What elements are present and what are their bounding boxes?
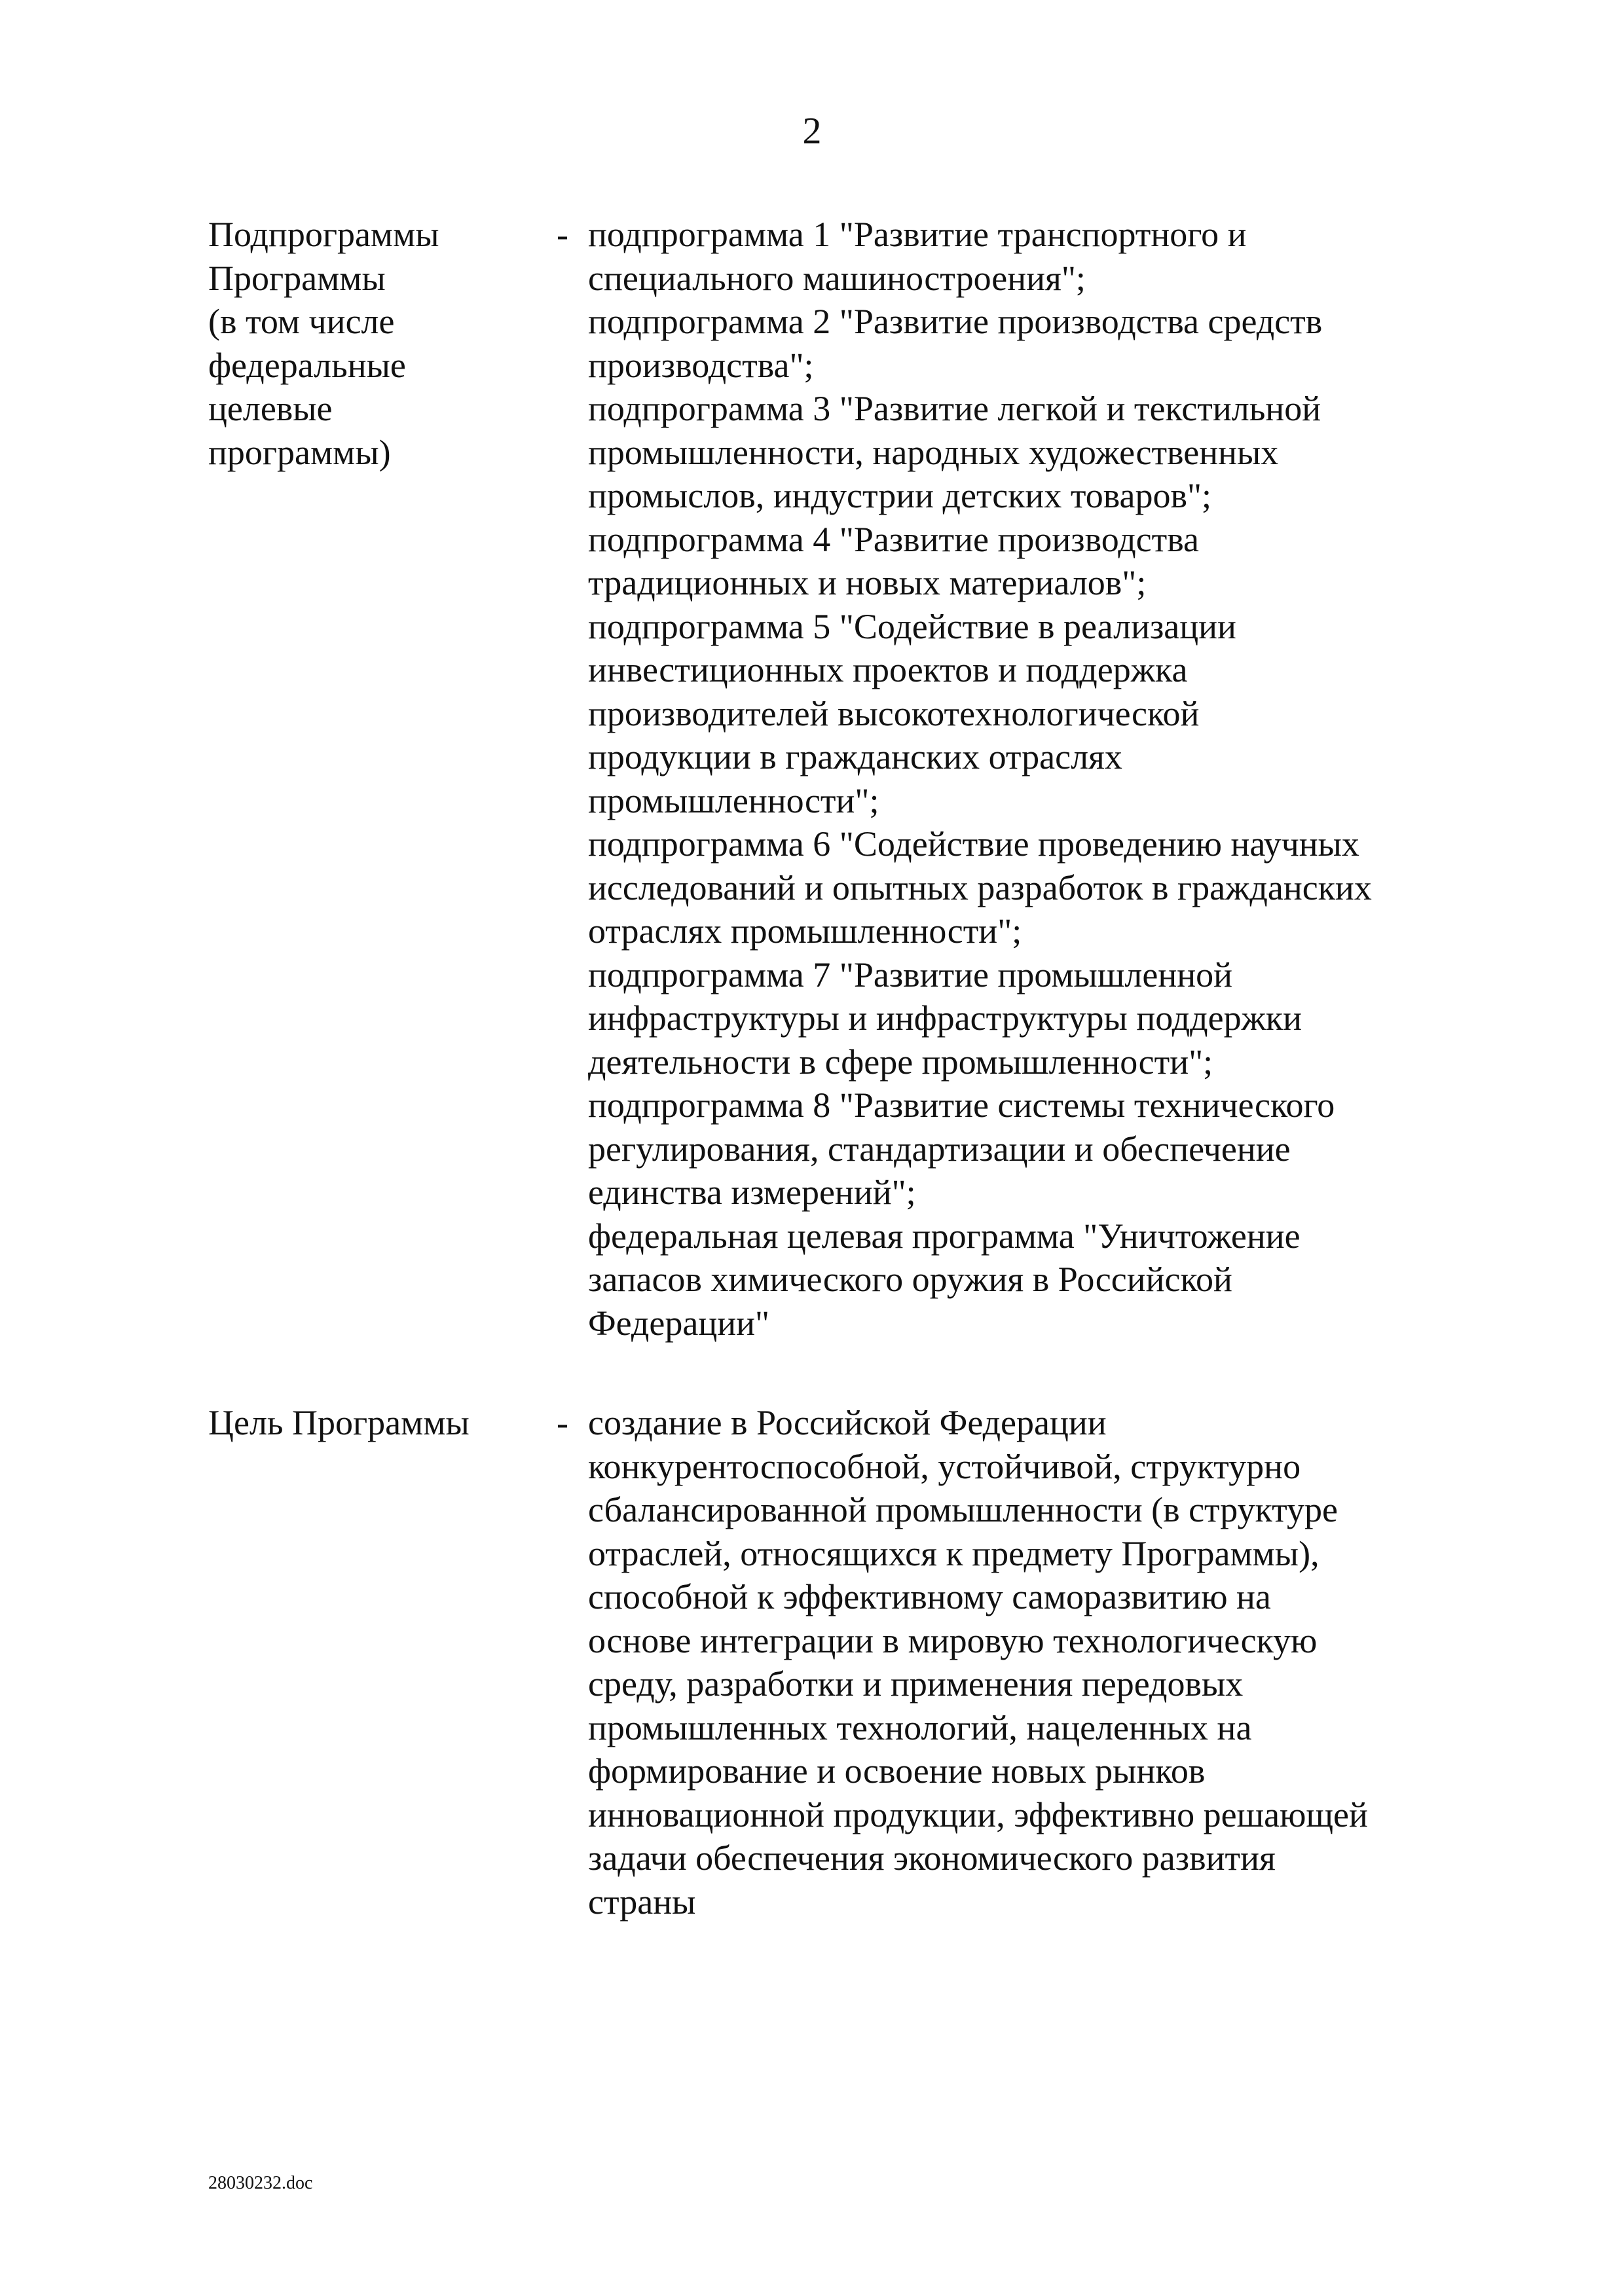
subprograms-content-line: подпрограмма 7 "Развитие промышленной xyxy=(588,955,1233,994)
subprograms-content-line: промыслов, индустрии детских товаров"; xyxy=(588,476,1212,515)
subprograms-content-line: подпрограмма 8 "Развитие системы технического xyxy=(588,1085,1335,1125)
goal-content-line: задачи обеспечения экономического развития xyxy=(588,1838,1276,1878)
subprograms-content-line: подпрограмма 3 "Развитие легкой и текстильной xyxy=(588,389,1321,428)
subprograms-label-line: целевые xyxy=(208,389,333,428)
subprograms-label-line: федеральные xyxy=(208,345,406,385)
subprograms-content-line: Федерации" xyxy=(588,1303,770,1343)
goal-content-line: способной к эффективному саморазвитию на xyxy=(588,1577,1271,1616)
subprograms-content-line: запасов химического оружия в Российской xyxy=(588,1260,1232,1299)
goal-content-line: создание в Российской Федерации xyxy=(588,1403,1107,1442)
page-number: 2 xyxy=(802,109,822,152)
subprograms-content-line: подпрограмма 1 "Развитие транспортного и xyxy=(588,215,1247,254)
subprograms-content-line: подпрограмма 2 "Развитие производства средств xyxy=(588,302,1323,341)
subprograms-content xyxy=(588,213,1485,1345)
subprograms-content-line: инфраструктуры и инфраструктуры поддержки xyxy=(588,998,1302,1038)
goal-content-line: страны xyxy=(588,1882,696,1922)
subprograms-content-line: регулирования, стандартизации и обеспечение xyxy=(588,1129,1291,1169)
subprograms-content-line: федеральная целевая программа "Уничтожение xyxy=(588,1216,1301,1256)
goal-label xyxy=(208,1401,549,1445)
goal-label-line: Цель Программы xyxy=(208,1403,470,1442)
goal-content-line: сбалансированной промышленности (в структуре xyxy=(588,1490,1338,1529)
subprograms-content-line: подпрограмма 5 "Содействие в реализации xyxy=(588,606,1236,646)
subprograms-content-line: продукции в гражданских отраслях xyxy=(588,737,1122,776)
subprograms-content-line: специального машиностроения"; xyxy=(588,258,1086,298)
goal-content-line: отраслей, относящихся к предмету Программы), xyxy=(588,1533,1320,1573)
subprograms-content-line: производства"; xyxy=(588,345,814,385)
subprograms-label-line: программы) xyxy=(208,432,391,472)
goal-content-line: среду, разработки и применения передовых xyxy=(588,1664,1244,1704)
goal-content-line: инновационной продукции, эффективно решающей xyxy=(588,1795,1368,1834)
subprograms-label xyxy=(208,213,549,474)
subprograms-content-line: подпрограмма 6 "Содействие проведению научных xyxy=(588,824,1359,864)
subprograms-content-line: подпрограмма 4 "Развитие производства xyxy=(588,519,1200,559)
subprograms-content-line: промышленности"; xyxy=(588,780,879,820)
subprograms-content-line: единства измерений"; xyxy=(588,1173,916,1212)
goal-content xyxy=(588,1401,1485,1923)
subprograms-content-line: традиционных и новых материалов"; xyxy=(588,563,1147,602)
subprograms-content-line: инвестиционных проектов и поддержка xyxy=(588,650,1188,689)
subprograms-content-line: производителей высокотехнологической xyxy=(588,693,1200,733)
subprograms-content-line: исследований и опытных разработок в гражданских xyxy=(588,867,1372,907)
goal-content-line: основе интеграции в мировую технологическую xyxy=(588,1620,1318,1660)
document-filename: 28030232.doc xyxy=(208,2173,313,2193)
goal-content-line: конкурентоспособной, устойчивой, структурно xyxy=(588,1446,1301,1486)
goal-content-line: промышленных технологий, нацеленных на xyxy=(588,1707,1252,1747)
goal-dash: - xyxy=(557,1403,568,1442)
subprograms-content-line: промышленности, народных художественных xyxy=(588,432,1279,472)
goal-content-line: формирование и освоение новых рынков xyxy=(588,1751,1206,1791)
subprograms-content-line: деятельности в сфере промышленности"; xyxy=(588,1042,1213,1082)
subprograms-label-line: (в том числе xyxy=(208,302,395,341)
subprograms-dash: - xyxy=(557,215,568,254)
subprograms-label-line: Подпрограммы xyxy=(208,215,439,254)
subprograms-content-line: отраслях промышленности"; xyxy=(588,911,1022,951)
subprograms-label-line: Программы xyxy=(208,258,386,298)
